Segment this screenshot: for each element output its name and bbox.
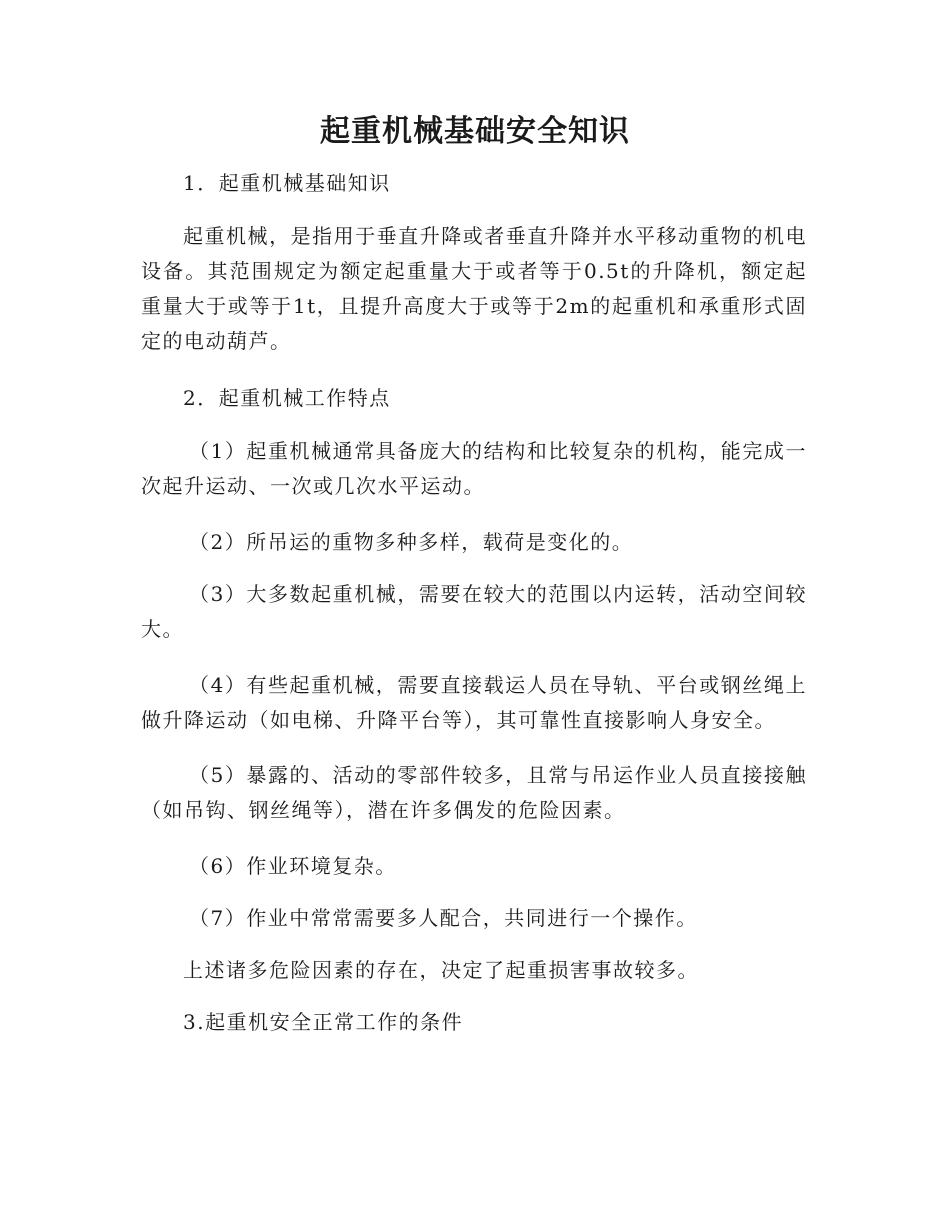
section-heading-3: 3.起重机安全正常工作的条件 <box>183 1010 464 1034</box>
list-item-5: （5）暴露的、活动的零部件较多，且常与吊运作业人员直接接触（如吊钩、钢丝绳等），潜在许多偶发的危险因素。 <box>141 763 807 822</box>
list-item-3: （3）大多数起重机械，需要在较大的范围以内运转，活动空间较大。 <box>141 582 807 641</box>
list-item-2: （2）所吊运的重物多种多样，载荷是变化的。 <box>189 530 634 554</box>
section-heading-1: 1．起重机械基础知识 <box>183 171 391 195</box>
list-item-6: （6）作业环境复杂。 <box>189 854 397 878</box>
list-item-4: （4）有些起重机械，需要直接载运人员在导轨、平台或钢丝绳上做升降运动（如电梯、升降平台等），其可靠性直接影响人身安全。 <box>141 673 807 732</box>
document-title: 起重机械基础安全知识 <box>320 114 630 149</box>
list-item-7: （7）作业中常常需要多人配合，共同进行一个操作。 <box>189 906 698 930</box>
paragraph-definition: 起重机械，是指用于垂直升降或者垂直升降并水平移动重物的机电设备。其范围规定为额定起重量大于或者等于0.5t的升降机，额定起重量大于或等于1t，且提升高度大于或等于2m的起重机和承重形式固定的电动葫芦。 <box>141 224 807 353</box>
section-heading-2: 2．起重机械工作特点 <box>183 386 391 410</box>
list-item-1: （1）起重机械通常具备庞大的结构和比较复杂的机构，能完成一次起升运动、一次或几次水平运动。 <box>141 439 807 498</box>
paragraph-conclusion: 上述诸多危险因素的存在，决定了起重损害事故较多。 <box>183 958 699 982</box>
